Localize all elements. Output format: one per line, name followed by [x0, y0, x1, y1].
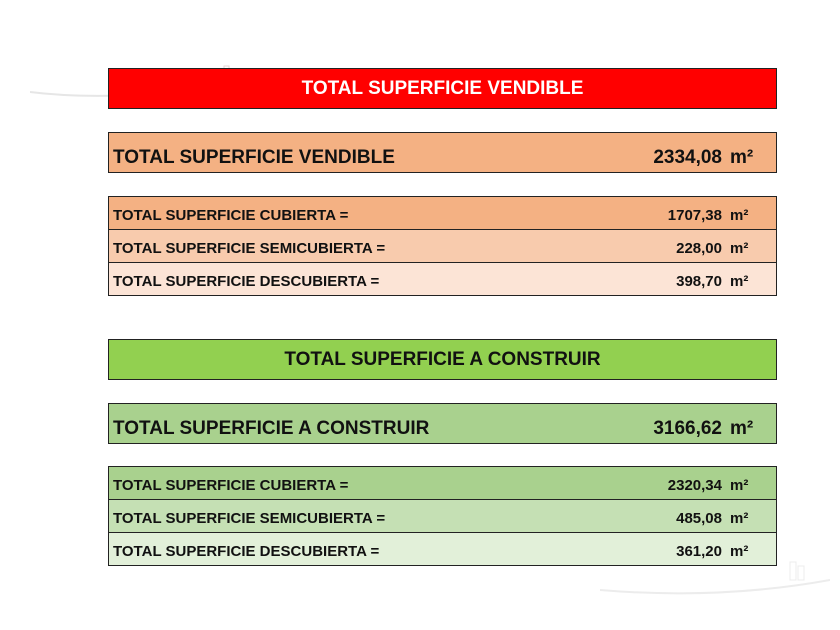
vendible-breakdown-table — [108, 196, 777, 296]
construir-row-cubierta — [109, 467, 776, 500]
vendible-row-semicubierta — [109, 230, 776, 263]
row-unit: m² — [730, 509, 749, 527]
vendible-row-cubierta — [109, 197, 776, 230]
construir-breakdown-table — [108, 466, 777, 566]
construir-total-label: TOTAL SUPERFICIE A CONSTRUIR — [113, 417, 430, 439]
construir-total-row — [108, 403, 777, 444]
row-value: 398,70 — [676, 272, 722, 290]
row-label: TOTAL SUPERFICIE CUBIERTA = — [113, 206, 349, 224]
row-label: TOTAL SUPERFICIE SEMICUBIERTA = — [113, 509, 386, 527]
construir-total-unit: m² — [730, 417, 754, 439]
construir-row-semicubierta — [109, 500, 776, 533]
vendible-total-unit: m² — [730, 146, 754, 168]
row-value: 2320,34 — [667, 476, 722, 494]
row-label: TOTAL SUPERFICIE DESCUBIERTA = — [113, 272, 380, 290]
row-unit: m² — [730, 272, 749, 290]
row-unit: m² — [730, 206, 749, 224]
vendible-banner: TOTAL SUPERFICIE VENDIBLE — [108, 68, 777, 109]
construir-total-value: 3166,62 — [653, 417, 722, 439]
row-value: 485,08 — [676, 509, 722, 527]
row-unit: m² — [730, 239, 749, 257]
row-value: 228,00 — [676, 239, 722, 257]
row-label: TOTAL SUPERFICIE CUBIERTA = — [113, 476, 349, 494]
construir-banner: TOTAL SUPERFICIE A CONSTRUIR — [108, 339, 777, 380]
row-label: TOTAL SUPERFICIE DESCUBIERTA = — [113, 542, 380, 560]
vendible-row-descubierta — [109, 263, 776, 295]
row-value: 361,20 — [676, 542, 722, 560]
construir-row-descubierta — [109, 533, 776, 565]
row-label: TOTAL SUPERFICIE SEMICUBIERTA = — [113, 239, 386, 257]
row-unit: m² — [730, 476, 749, 494]
row-value: 1707,38 — [667, 206, 722, 224]
vendible-total-label: TOTAL SUPERFICIE VENDIBLE — [113, 146, 395, 168]
row-unit: m² — [730, 542, 749, 560]
decorative-swoosh-right — [600, 560, 830, 600]
vendible-total-value: 2334,08 — [653, 146, 722, 168]
vendible-total-row — [108, 132, 777, 173]
